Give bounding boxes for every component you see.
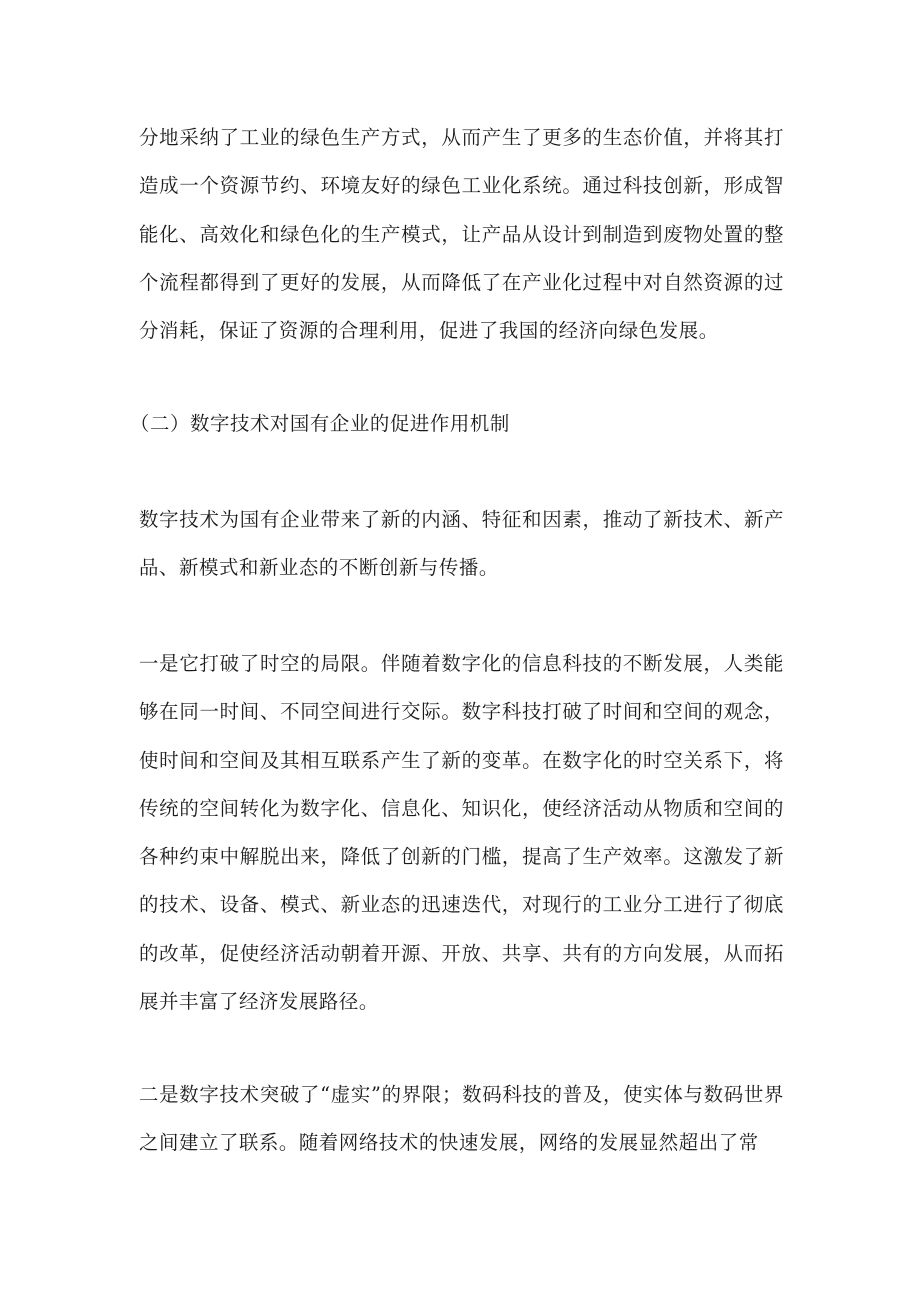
paragraph-breaking-virtual-real: 二是数字技术突破了“虚实”的界限；数码科技的普及，使实体与数码世界之间建立了联系。随着网络技术的快速发展，网络的发展显然超出了常	[139, 1083, 784, 1155]
paragraph-breaking-space-time: 一是它打破了时空的局限。伴随着数字化的信息科技的不断发展，人类能够在同一时间、不同空间进行交际。数字科技打破了时间和空间的观念，使时间和空间及其相互联系产生了新的变革。在数字化的时空关系下，将传统的空间转化为数字化、信息化、知识化，使经济活动从物质和空间的各种约束中解脱出来，降低了创新的门槛，提高了生产效率。这激发了新的技术、设备、模式、新业态的迅速迭代，对现行的工业分工进行了彻底的改革，促使经济活动朝着开源、开放、共享、共有的方向发展，从而拓展并丰富了经济发展路径。	[139, 652, 784, 1014]
paragraph-digital-tech-intro: 数字技术为国有企业带来了新的内涵、特征和因素，推动了新技术、新产品、新模式和新业态的不断创新与传播。	[139, 508, 784, 580]
paragraph-green-industrial-system: 分地采纳了工业的绿色生产方式，从而产生了更多的生态价值，并将其打造成一个资源节约、环境友好的绿色工业化系统。通过科技创新，形成智能化、高效化和绿色化的生产模式，让产品从设计到制造到废物处置的整个流程都得到了更好的发展，从而降低了在产业化过程中对自然资源的过分消耗，保证了资源的合理利用，促进了我国的经济向绿色发展。	[139, 126, 784, 343]
section-heading: （二）数字技术对国有企业的促进作用机制	[130, 412, 510, 435]
